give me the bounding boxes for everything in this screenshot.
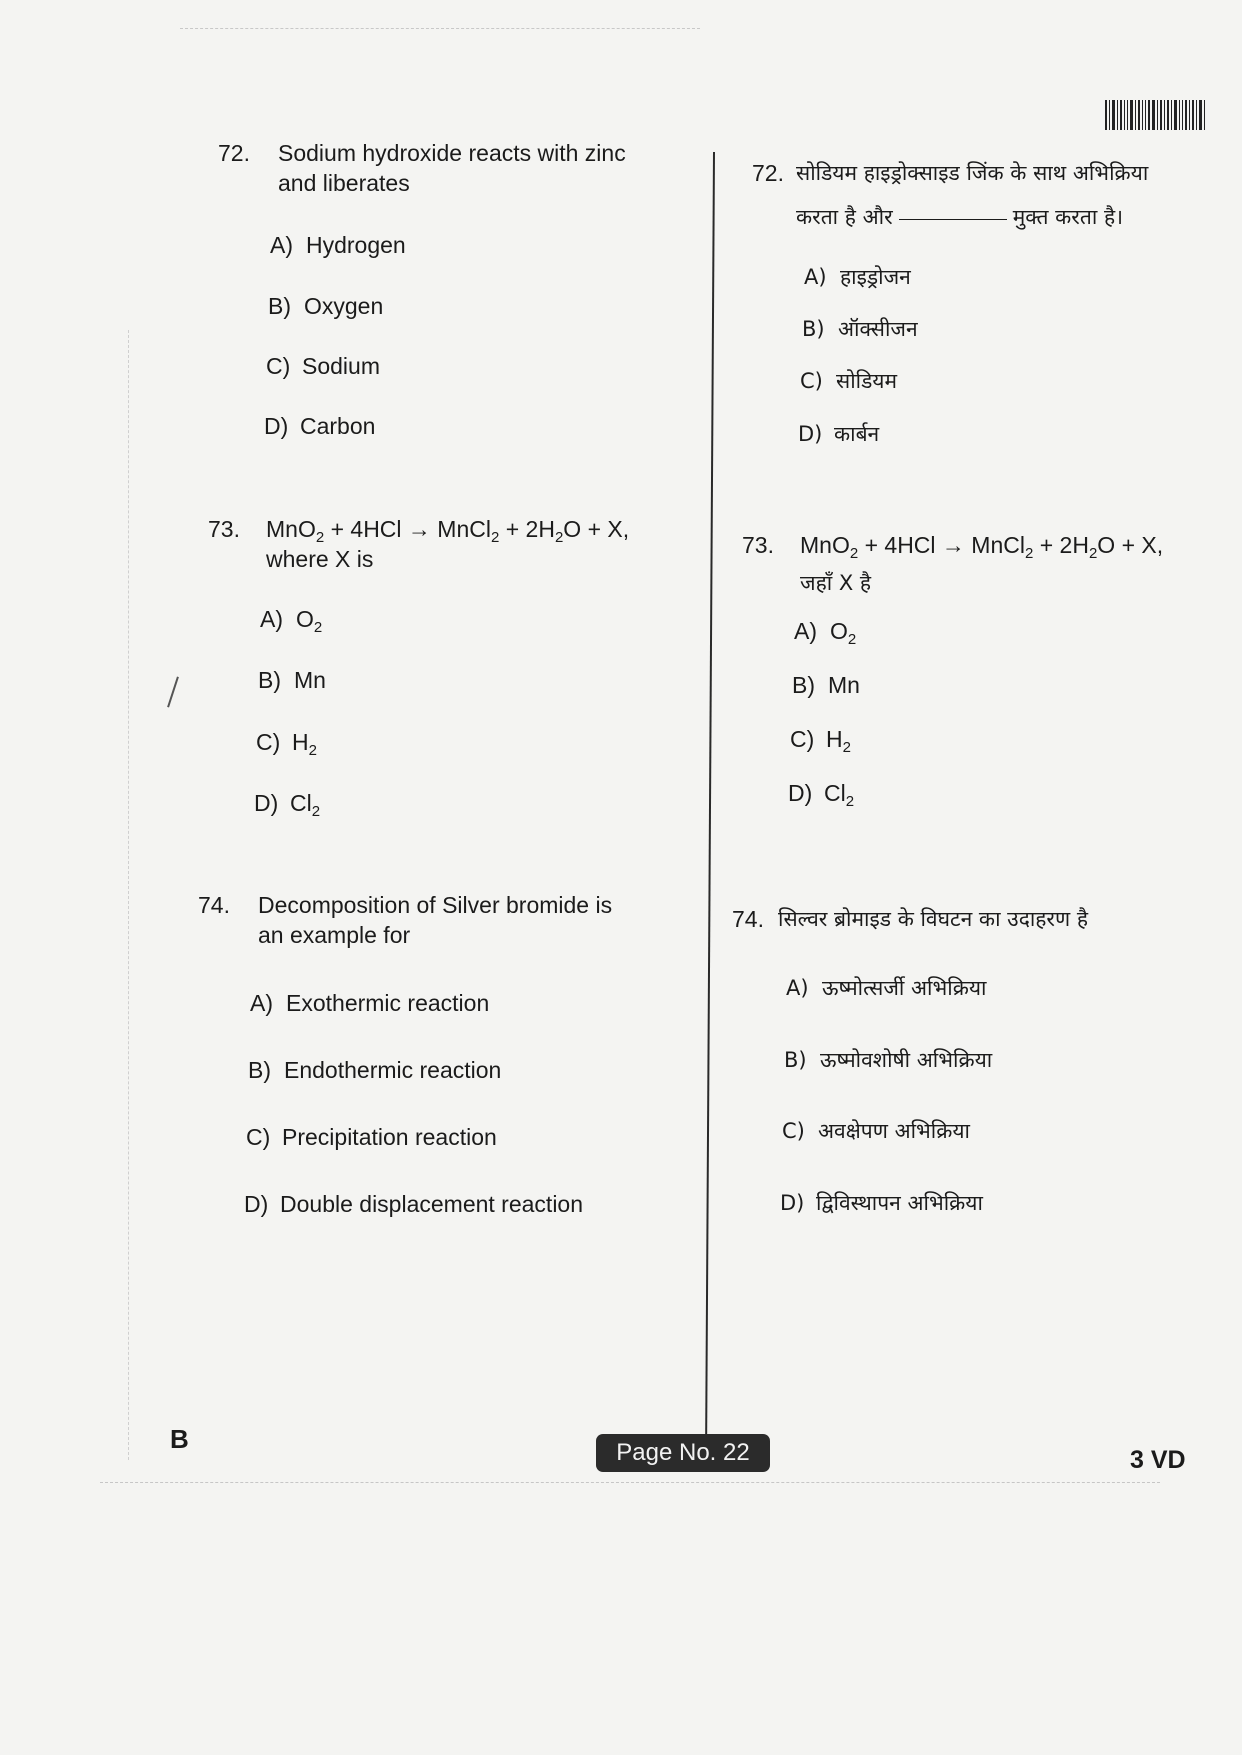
question-stem	[796, 158, 1148, 232]
question-stem	[278, 138, 626, 198]
option-text: कार्बन	[834, 422, 880, 446]
option-text: Mn	[294, 667, 326, 693]
equation: MnO$_2$ + 4HCl → MnCl$_2$ + $2H_2O + X$,	[266, 516, 630, 546]
option-text: $O_2$	[296, 606, 323, 636]
option-73a-en[interactable]	[260, 604, 322, 634]
option-74b-en[interactable]	[248, 1055, 501, 1085]
stem-line: an example for	[258, 922, 411, 948]
stem-line: जहाँ X है	[800, 571, 872, 595]
option-74d-en[interactable]	[244, 1189, 583, 1219]
option-label: B)	[258, 667, 281, 693]
option-text: Mn	[828, 672, 860, 698]
stem-fragment: मुक्त करता है।	[1012, 205, 1124, 229]
equation: MnO$_2$ + 4HCl → MnCl$_2$ + $2H_2O + X$,	[800, 532, 1164, 562]
scan-artifact-left	[128, 330, 130, 1460]
option-text: Carbon	[300, 413, 376, 439]
option-label: D)	[254, 790, 279, 816]
option-label: C)	[246, 1124, 271, 1150]
stem-line: and liberates	[278, 170, 410, 196]
option-text: हाइड्रोजन	[840, 265, 911, 289]
option-label: D)	[780, 1191, 805, 1215]
option-74a-hi[interactable]	[786, 973, 986, 1003]
stem-line: सोडियम हाइड्रोक्साइड जिंक के साथ अभिक्रिया	[796, 161, 1149, 185]
paper-code: 3 VD	[1130, 1446, 1186, 1474]
option-text: $H_2$	[292, 729, 317, 759]
option-74d-hi[interactable]	[780, 1188, 983, 1218]
option-label: D)	[244, 1191, 269, 1217]
scan-artifact-top	[180, 28, 700, 30]
option-73a-hi[interactable]	[794, 616, 856, 646]
option-74b-hi[interactable]	[784, 1045, 992, 1075]
option-73c-en[interactable]	[256, 727, 317, 757]
option-text: सोडियम	[836, 369, 898, 393]
option-73b-hi[interactable]	[792, 670, 860, 700]
option-text: Hydrogen	[306, 232, 406, 258]
option-label: A)	[260, 606, 283, 632]
stem-line	[796, 202, 1148, 232]
option-label: C)	[782, 1119, 805, 1143]
option-text: द्विविस्थापन अभिक्रिया	[816, 1191, 983, 1215]
scan-artifact-bottom	[100, 1482, 1160, 1484]
option-text: $O_2$	[830, 618, 857, 648]
option-label: C)	[790, 726, 815, 752]
option-label: D)	[798, 422, 823, 446]
stem-fragment: करता है और	[796, 205, 893, 229]
stem-line: Decomposition of Silver bromide is	[258, 892, 613, 918]
option-text: Double displacement reaction	[280, 1191, 584, 1217]
option-72d-en[interactable]	[264, 411, 375, 441]
option-74c-hi[interactable]	[782, 1116, 970, 1146]
option-label: C)	[266, 353, 291, 379]
option-label: B)	[802, 317, 825, 341]
option-label: A)	[250, 990, 273, 1016]
column-divider	[705, 152, 715, 1437]
option-text: अवक्षेपण अभिक्रिया	[818, 1119, 970, 1143]
option-72a-hi[interactable]	[804, 262, 911, 292]
stem-line: सिल्वर ब्रोमाइड के विघटन का उदाहरण है	[778, 907, 1089, 931]
barcode	[1105, 100, 1225, 130]
option-label: D)	[788, 780, 813, 806]
option-text: $Cl_2$	[290, 790, 321, 820]
option-label: A)	[786, 976, 809, 1000]
stem-line: where X is	[266, 546, 374, 572]
option-label: B)	[248, 1057, 271, 1083]
question-stem	[800, 530, 1163, 598]
scan-mark	[167, 676, 179, 707]
option-label: A)	[270, 232, 293, 258]
option-text: ऊष्मोत्सर्जी अभिक्रिया	[822, 976, 987, 1000]
option-label: A)	[794, 618, 817, 644]
option-72b-hi[interactable]	[802, 314, 918, 344]
question-number: 72.	[752, 160, 784, 186]
question-stem	[778, 904, 1088, 934]
option-72c-en[interactable]	[266, 351, 380, 381]
question-number: 72.	[218, 140, 250, 166]
option-text: $H_2$	[826, 726, 851, 756]
option-label: C)	[256, 729, 281, 755]
question-stem	[266, 514, 629, 574]
option-label: C)	[800, 369, 823, 393]
question-number: 73.	[208, 516, 240, 542]
option-label: D)	[264, 413, 289, 439]
option-74a-en[interactable]	[250, 988, 489, 1018]
option-74c-en[interactable]	[246, 1122, 497, 1152]
option-text: ऑक्सीजन	[838, 317, 918, 341]
question-stem	[258, 890, 612, 950]
option-73d-en[interactable]	[254, 788, 320, 818]
option-text: Oxygen	[304, 293, 384, 319]
option-72d-hi[interactable]	[798, 419, 879, 449]
option-text: Sodium	[302, 353, 380, 379]
option-73d-hi[interactable]	[788, 778, 854, 808]
fill-in-blank	[899, 219, 1007, 220]
page-number-badge: Page No. 22	[596, 1434, 770, 1472]
option-73c-hi[interactable]	[790, 724, 851, 754]
question-number: 74.	[732, 906, 764, 932]
question-number: 73.	[742, 532, 774, 558]
option-label: B)	[784, 1048, 807, 1072]
option-text: Precipitation reaction	[282, 1124, 497, 1150]
option-72c-hi[interactable]	[800, 366, 897, 396]
question-number: 74.	[198, 892, 230, 918]
booklet-series: B	[170, 1424, 189, 1454]
stem-line: Sodium hydroxide reacts with zinc	[278, 140, 626, 166]
option-text: ऊष्मोवशोषी अभिक्रिया	[820, 1048, 993, 1072]
option-text: Exothermic reaction	[286, 990, 490, 1016]
option-label: B)	[268, 293, 291, 319]
option-text: Endothermic reaction	[284, 1057, 502, 1083]
option-text: $Cl_2$	[824, 780, 855, 810]
option-label: A)	[804, 265, 827, 289]
option-73b-en[interactable]	[258, 665, 326, 695]
option-label: B)	[792, 672, 815, 698]
option-72a-en[interactable]	[270, 230, 406, 260]
option-72b-en[interactable]	[268, 291, 383, 321]
